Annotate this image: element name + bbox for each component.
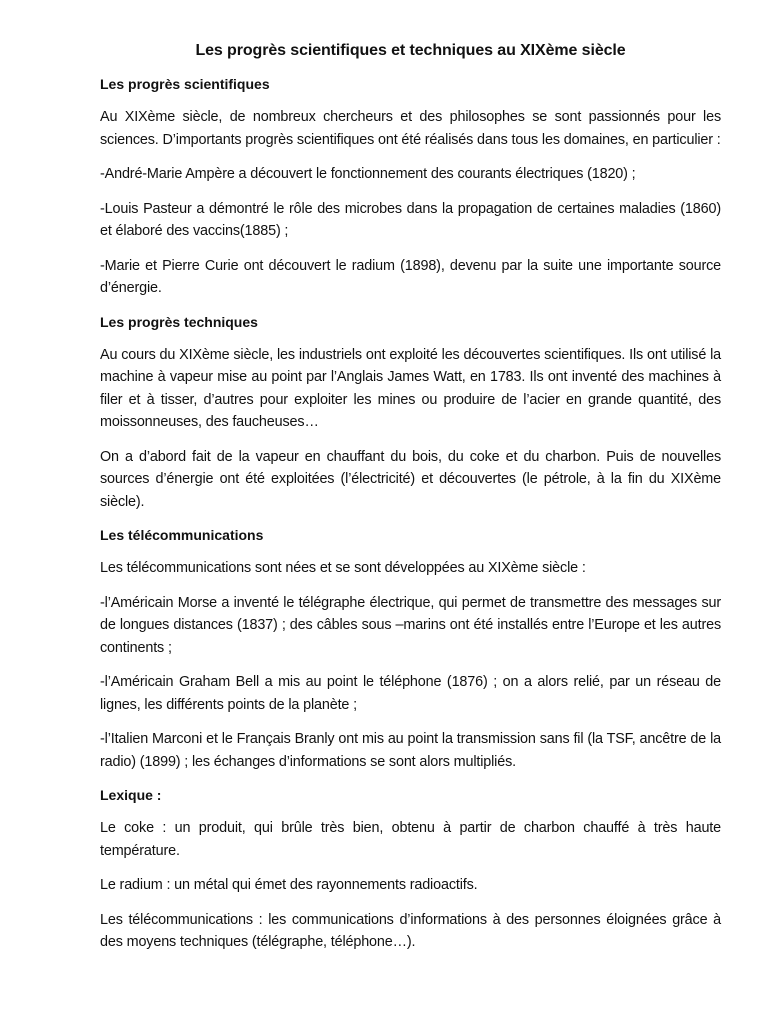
paragraph: Les télécommunications sont nées et se sont développées au XIXème siècle : [100,560,586,576]
paragraph: Au XIXème siècle, de nombreux chercheurs et des philosophes se sont passionnés pour les sciences. D’importants progrès scientifiques ont été réalisés dans tous les domaines, en particulier : [100,109,721,148]
glossary-entry: Les télécommunications : les communications d’informations à des personnes éloignées grâce à des moyens techniques (télégraphe, téléphone…). [100,911,721,950]
section-heading: Les progrès scientifiques [100,76,270,92]
section-telecommunications [100,525,721,773]
section-progres-techniques [100,312,721,514]
section-heading: Lexique : [100,787,162,803]
document-title: Les progrès scientifiques et techniques au XIXème siècle [195,42,626,59]
paragraph: -André-Marie Ampère a découvert le fonctionnement des courants électriques (1820) ; [100,166,636,182]
paragraph: -Marie et Pierre Curie ont découvert le radium (1898), devenu par la suite une importante source d’énergie. [100,257,721,296]
section-lexique [100,785,721,954]
glossary-entry: Le coke : un produit, qui brûle très bien, obtenu à partir de charbon chauffé à très haute température. [100,820,721,859]
section-heading: Les télécommunications [100,527,264,543]
glossary-entry: Le radium : un métal qui émet des rayonnements radioactifs. [100,877,478,893]
section-progres-scientifiques [100,74,721,300]
paragraph: On a d’abord fait de la vapeur en chauffant du bois, du coke et du charbon. Puis de nouvelles sources d’énergie ont été exploitées (l’électricité) et découvertes (le pétrole, à la fin du XIXème siècle). [100,448,721,510]
document-page [100,40,721,966]
paragraph: -l’Américain Graham Bell a mis au point le téléphone (1876) ; on a alors relié, par un réseau de lignes, les différents points de la planète ; [100,674,721,713]
paragraph: -Louis Pasteur a démontré le rôle des microbes dans la propagation de certaines maladies (1860) et élaboré des vaccins(1885) ; [100,200,721,239]
paragraph: -l’Américain Morse a inventé le télégraphe électrique, qui permet de transmettre des messages sur de longues distances (1837) ; des câbles sous –marins ont été installés entre l’Europe et les autres continents ; [100,594,721,656]
paragraph: -l’Italien Marconi et le Français Branly ont mis au point la transmission sans fil (la TSF, ancêtre de la radio) (1899) ; les échanges d’informations se sont alors multipliés. [100,731,721,770]
section-heading: Les progrès techniques [100,313,258,330]
paragraph: Au cours du XIXème siècle, les industriels ont exploité les découvertes scientifiques. Ils ont utilisé la machine à vapeur mise au point par l’Anglais James Watt, en 1783. Ils ont inventé des machines à filer et à tisser, d’autres pour exploiter les mines ou produire de l’acier en grande quantité, des moissonneuses, des faucheuses… [100,346,721,430]
